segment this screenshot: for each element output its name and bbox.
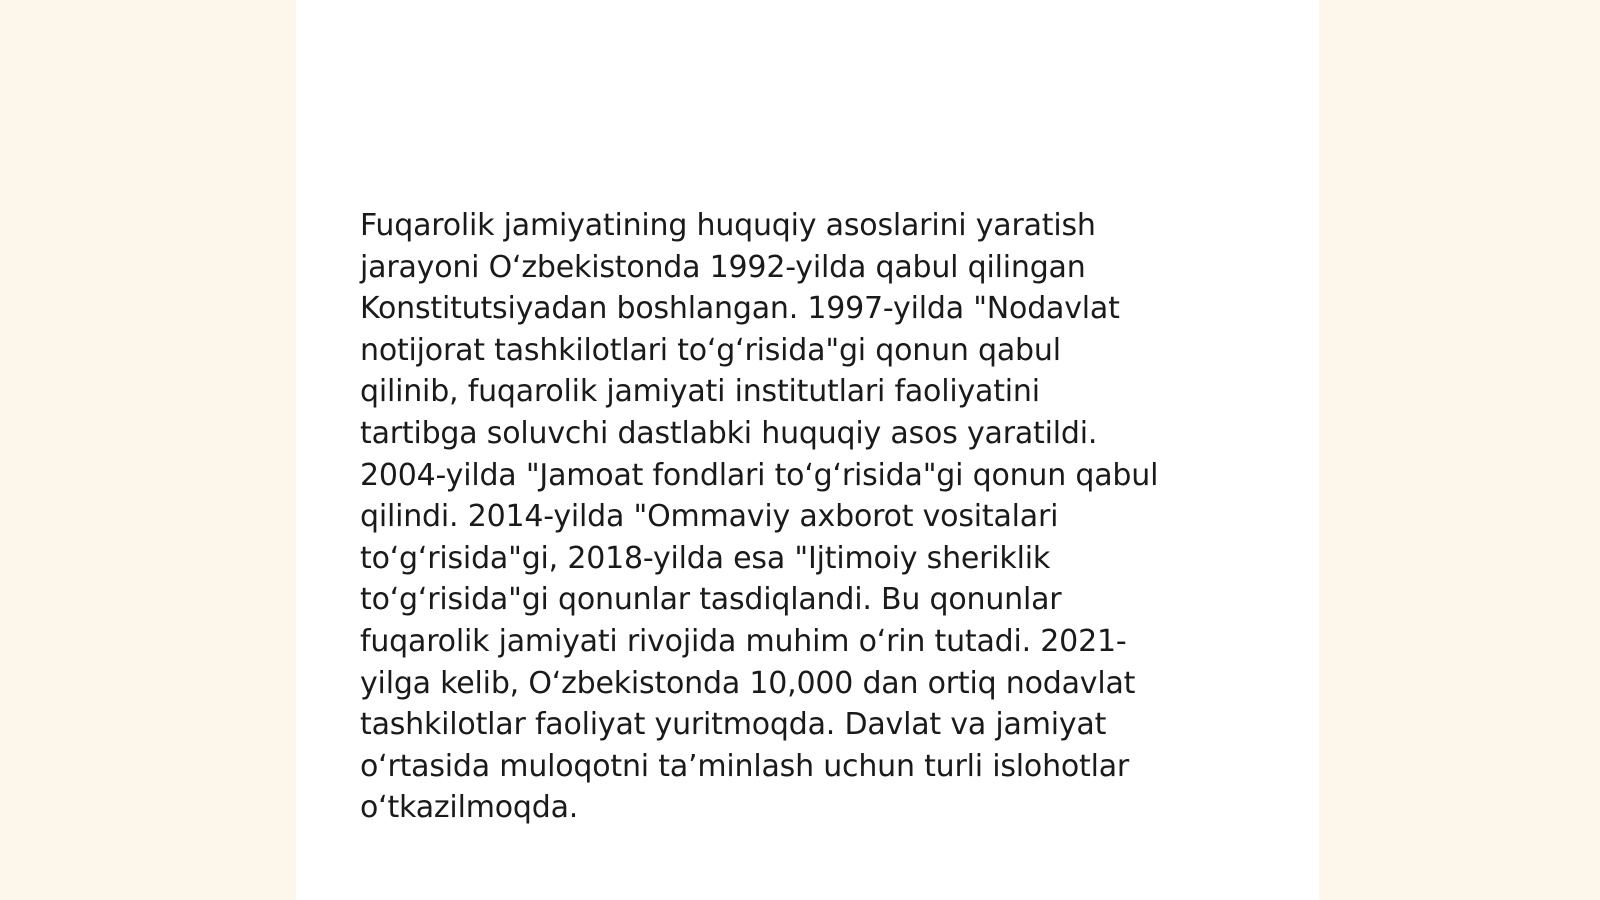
paragraph-line: 2004-yilda "Jamoat fondlari to‘g‘risida"gi qonun qabul: [360, 457, 1159, 493]
paragraph-line: tartibga soluvchi dastlabki huquqiy asos yaratildi.: [360, 415, 1098, 451]
paragraph-line: o‘tkazilmoqda.: [360, 790, 579, 826]
document-page: [296, 0, 1319, 900]
paragraph-line: tashkilotlar faoliyat yuritmoqda. Davlat va jamiyat: [360, 707, 1107, 743]
paragraph-line: Fuqarolik jamiyatining huquqiy asoslarini yaratish: [360, 208, 1096, 243]
paragraph-line: Konstitutsiyadan boshlangan. 1997-yilda "Nodavlat: [360, 291, 1120, 327]
paragraph-line: qilindi. 2014-yilda "Ommaviy axborot vositalari: [360, 499, 1059, 535]
paragraph-line: jarayoni O‘zbekistonda 1992-yilda qabul qilingan: [360, 249, 1086, 285]
paragraph-line: o‘rtasida muloqotni ta’minlash uchun turli islohotlar: [360, 748, 1130, 784]
paragraph-line: notijorat tashkilotlari to‘g‘risida"gi qonun qabul: [360, 332, 1061, 368]
paragraph-line: qilinib, fuqarolik jamiyati institutlari faoliyatini: [360, 374, 1040, 410]
paragraph-line: to‘g‘risida"gi, 2018-yilda esa "Ijtimoiy sheriklik: [360, 540, 1051, 576]
body-paragraph: [360, 205, 1240, 829]
paragraph-line: yilga kelib, O‘zbekistonda 10,000 dan ortiq nodavlat: [360, 665, 1136, 701]
paragraph-line: fuqarolik jamiyati rivojida muhim o‘rin tutadi. 2021-: [360, 623, 1127, 659]
paragraph-line: to‘g‘risida"gi qonunlar tasdiqlandi. Bu qonunlar: [360, 582, 1062, 618]
